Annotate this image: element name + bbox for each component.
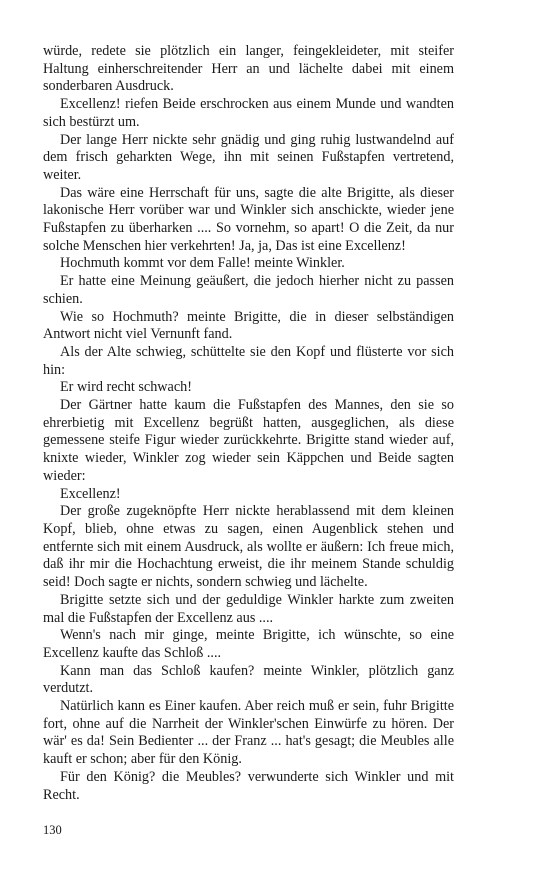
paragraph: würde, redete sie plötzlich ein langer, feingekleideter, mit steifer Haltung einherschreitender Herr an und lächelte dabei mit einem sonderbaren Ausdruck. xyxy=(43,43,454,95)
paragraph: Hochmuth kommt vor dem Falle! meinte Winkler. xyxy=(60,255,345,272)
paragraph: Natürlich kann es Einer kaufen. Aber reich muß er sein, fuhr Brigitte fort, ohne auf die Narrheit der Winkler'schen Einwürfe zu hören. Der wär' es da! Sein Bedienter ... der Franz ... hat's gesagt; die Meubles alle kauft er schon; aber für den König. xyxy=(43,698,454,768)
paragraph: Für den König? die Meubles? verwunderte sich Winkler und mit Recht. xyxy=(43,768,454,803)
paragraph: Als der Alte schwieg, schüttelte sie den Kopf und flüsterte vor sich hin: xyxy=(43,343,454,378)
paragraph: Kann man das Schloß kaufen? meinte Winkler, plötzlich ganz verdutzt. xyxy=(43,662,454,697)
paragraph: Er wird recht schwach! xyxy=(60,379,192,396)
page-text xyxy=(43,43,454,804)
paragraph: Das wäre eine Herrschaft für uns, sagte die alte Brigitte, als dieser lakonische Herr vorüber war und Winkler sich anschickte, wieder jene Fußstapfen zu überharken .... So vornehm, so apart! O die Zeit, da nur solche Menschen hier verkehrten! Ja, ja, Das ist eine Excellenz! xyxy=(43,184,454,254)
paragraph: Der lange Herr nickte sehr gnädig und ging ruhig lustwandelnd auf dem frisch geharkten Wege, ihn mit seinen Fußstapfen vertretend, weiter. xyxy=(43,131,454,183)
paragraph: Er hatte eine Meinung geäußert, die jedoch hierher nicht zu passen schien. xyxy=(43,273,454,307)
paragraph: Excellenz! riefen Beide erschrocken aus einem Munde und wandten sich bestürzt um. xyxy=(43,96,454,130)
paragraph: Der Gärtner hatte kaum die Fußstapfen des Mannes, den sie so ehrerbietig mit Excellenz begrüßt hatten, ausgeglichen, als diese gemessene steife Figur wieder zurückkehrte. Brigitte stand wieder auf, knixte wieder, Winkler zog wieder sein Käppchen und Beide sagten wieder: xyxy=(43,397,454,484)
paragraph: Excellenz! xyxy=(60,485,121,502)
paragraph: Brigitte setzte sich und der geduldige Winkler harkte zum zweiten mal die Fußstapfen der Excellenz aus .... xyxy=(43,591,454,626)
paragraph: Wenn's nach mir ginge, meinte Brigitte, ich wünschte, so eine Excellenz kaufte das Schloß .... xyxy=(43,627,454,661)
paragraph: Der große zugeknöpfte Herr nickte herablassend mit dem kleinen Kopf, blieb, ohne etwas zu sagen, einen Augenblick stehen und entfernte sich mit einem Ausdruck, als wollte er äußern: Ich freue mich, daß ihr mir die Hochachtung erweist, die ihr meinem Stande schuldig seid! Doch sagte er nichts, sondern schwieg und lächelte. xyxy=(43,503,454,591)
page-number: 130 xyxy=(43,823,62,837)
paragraph: Wie so Hochmuth? meinte Brigitte, die in dieser selbständigen Antwort nicht viel Vernunft fand. xyxy=(43,308,454,343)
